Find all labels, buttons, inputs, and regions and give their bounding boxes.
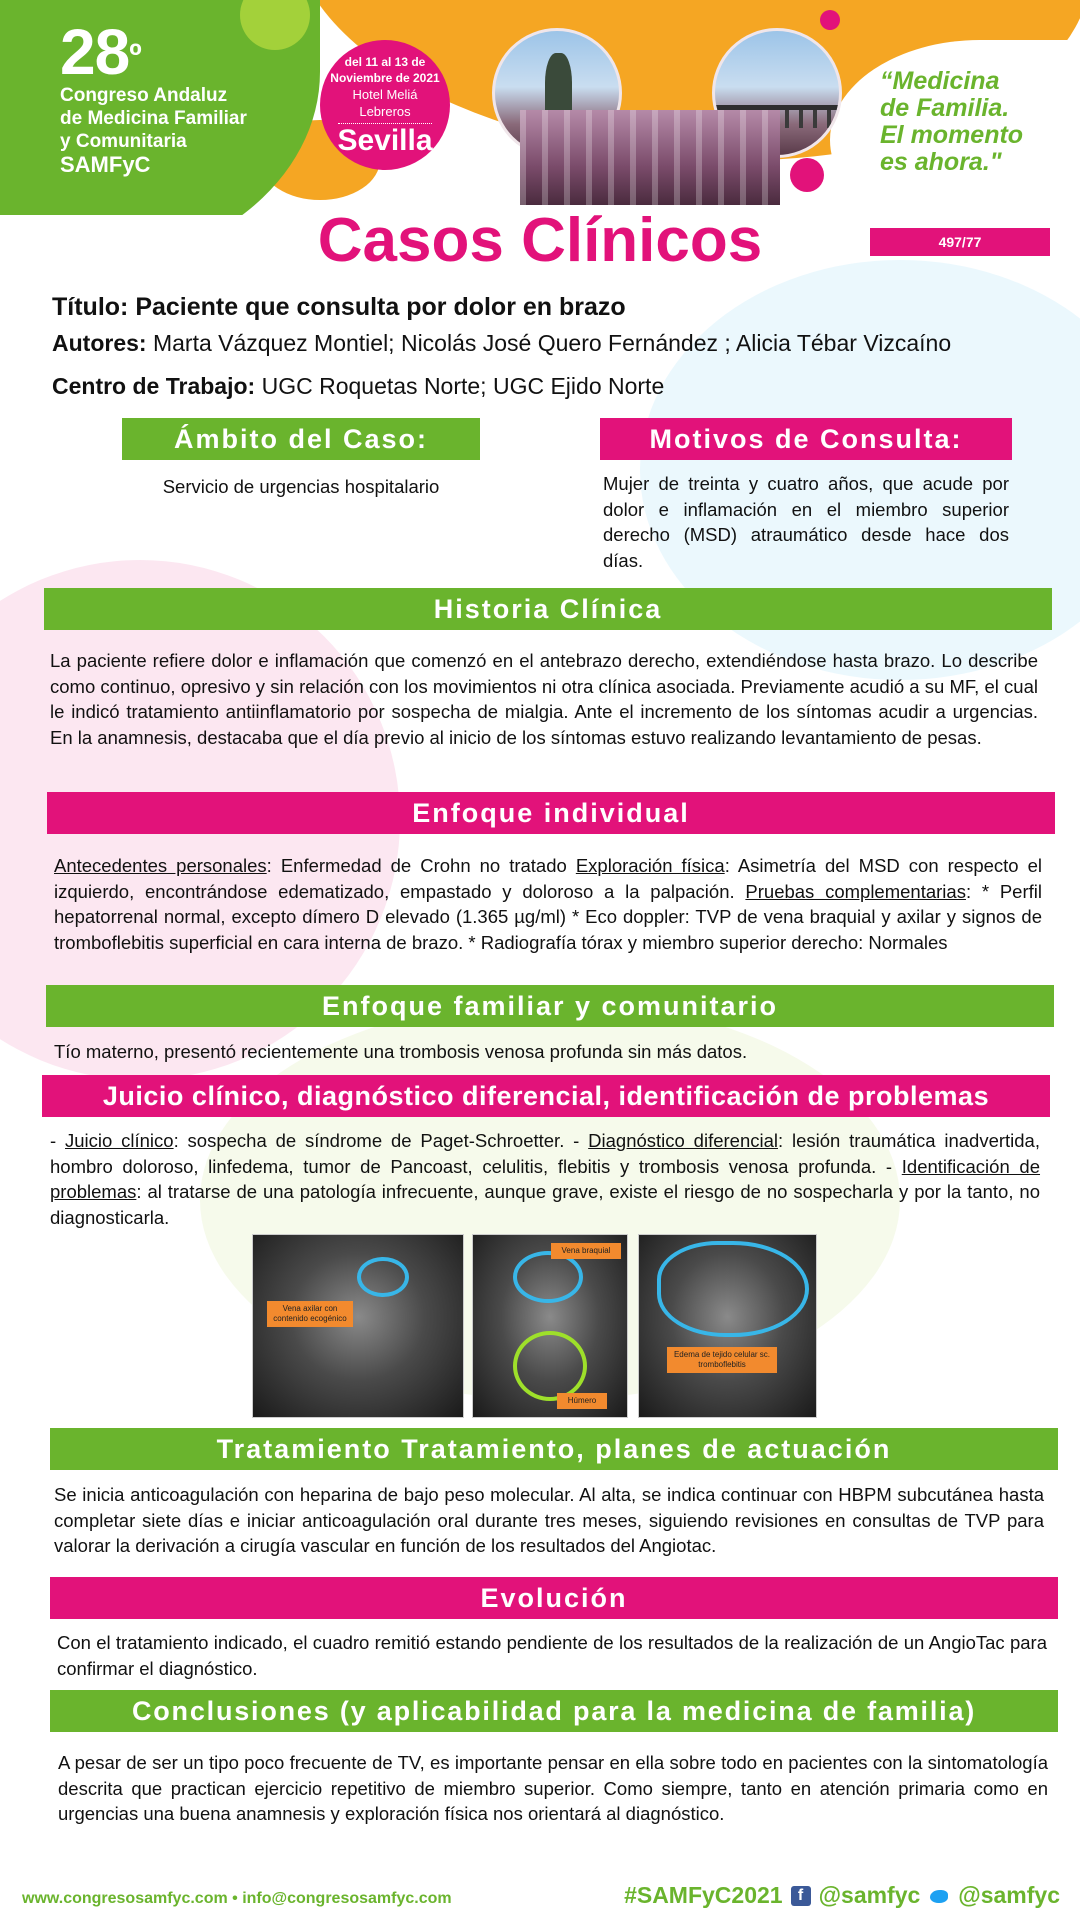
slogan-line: El momento [880, 121, 1024, 149]
ultrasound-edema [638, 1234, 817, 1418]
ultrasound-braquial [472, 1234, 628, 1418]
bone-outline [513, 1331, 587, 1401]
underlined-term: Juicio clínico [65, 1130, 174, 1151]
congress-header [0, 0, 1080, 215]
individual-heading: Enfoque individual [47, 792, 1055, 834]
text-span: : lesión traumática inadvertida, hombro doloroso, linfedema, tumor de Pancoast, celulitis, flebitis y trombosis venosa profunda. - [50, 1130, 1040, 1177]
pink-dot-decor-small [820, 10, 840, 30]
slogan-line: de Familia. [880, 94, 1010, 122]
authors-value: Marta Vázquez Montiel; Nicolás José Quero Fernández ; Alicia Tébar Vizcaíno [152, 330, 952, 356]
date-badge [320, 40, 450, 170]
text-span: - [50, 1130, 65, 1151]
tratamiento-heading: Tratamiento Tratamiento, planes de actuación [50, 1428, 1058, 1470]
footer-contact: www.congresosamfyc.com • info@congresosamfyc.com [22, 1890, 452, 1907]
evolucion-heading: Evolución [50, 1577, 1058, 1619]
evolucion-text: Con el tratamiento indicado, el cuadro remitió estando pendiente de los resultados de la realización de un AngioTac para confirmar el diagnóstico. [57, 1632, 1047, 1679]
footer-social [624, 1882, 1060, 1909]
ultrasound-axilar [252, 1234, 464, 1418]
juicio-heading: Juicio clínico, diagnóstico diferencial, identificación de problemas [42, 1075, 1050, 1117]
text-span: : al tratarse de una patología infrecuente, aunque grave, existe el riesgo de no sospecharla y por la tanto, no diagnosticarla. [50, 1181, 1040, 1228]
edema-outline [657, 1241, 809, 1337]
individual-text [54, 853, 1042, 955]
congress-line: SAMFyC [60, 152, 151, 177]
workplace-label: Centro de Trabajo: [52, 373, 256, 399]
reference-badge: 497/77 [870, 228, 1050, 256]
authors-label: Autores: [52, 330, 147, 356]
congress-line: y Comunitaria [60, 131, 187, 152]
congress-number: $28^º$ [60, 16, 141, 88]
slogan [880, 68, 1060, 176]
motivos-heading: Motivos de Consulta: [600, 418, 1012, 460]
historia-heading: Historia Clínica [44, 588, 1052, 630]
case-title [52, 293, 626, 322]
slogan-line: “Medicina [880, 67, 1000, 95]
facebook-handle: @samfyc [818, 1882, 921, 1908]
title-value: Paciente que consulta por dolor en brazo [135, 293, 626, 321]
familiar-heading: Enfoque familiar y comunitario [46, 985, 1054, 1027]
historia-text: La paciente refiere dolor e inflamación que comenzó en el antebrazo derecho, extendiéndose hasta brazo. Lo describe como continuo, opresivo y sin relación con los movimientos ni otra clínica asociada. Previamente acudió a su MF, el cual le indicó tratamiento antiinflamatorio por sospecha de mialgia. Ante el incremento de los síntomas acudir a urgencias. En la anamnesis, destacaba que el día previo al inicio de los síntomas estuvo realizando levantamiento de pesas. [50, 650, 1038, 748]
ambito-heading: Ámbito del Caso: [122, 418, 480, 460]
twitter-icon [928, 1886, 950, 1906]
title-label: Título: [52, 293, 129, 321]
authors [52, 330, 951, 357]
twitter-handle: @samfyc [958, 1882, 1060, 1908]
tratamiento-text: Se inicia anticoagulación con heparina de bajo peso molecular. Al alta, se indica continuar con HBPM subcutánea hasta completar siete días e iniciar anticoagulación oral durante tres meses, siguiendo revisiones en consultas de TVP para valorar la derivación a cirugía vascular en función de los resultados del Angiotac. [54, 1484, 1044, 1556]
ultrasound-images [252, 1234, 817, 1418]
congress-line: de Medicina Familiar [60, 108, 247, 129]
workplace-value: UGC Roquetas Norte; UGC Ejido Norte [261, 373, 665, 399]
text-span: : * Perfil hepatorrenal normal, excepto dímero D elevado (1.365 µg/ml) * Eco doppler: TVP de vena braquial y axilar y signos de tromboflebitis superficial en cara interna de brazo. * Radiografía tórax y miembro superior derecho: Normales [54, 880, 1042, 953]
sevilla-building-photo [520, 110, 780, 205]
venue: Hotel Meliá Lebreros [338, 86, 432, 124]
underlined-term: Pruebas complementarias [745, 880, 966, 902]
pink-dot-decor [790, 158, 824, 192]
congress-logo [60, 16, 247, 177]
date-line: del 11 al 13 de [344, 55, 426, 69]
underlined-term: Antecedentes personales [54, 855, 267, 876]
footer [0, 1880, 1080, 1920]
underlined-term: Diagnóstico diferencial [588, 1130, 778, 1151]
workplace [52, 373, 664, 400]
ultrasound-label: Vena axilar con contenido ecogénico [267, 1301, 353, 1327]
hashtag: #SAMFyC2021 [624, 1882, 783, 1908]
text-span: : sospecha de síndrome de Paget-Schroetter. - [173, 1130, 589, 1151]
slogan-line: es ahora." [880, 148, 1002, 176]
conclusiones-heading: Conclusiones (y aplicabilidad para la medicina de familia) [50, 1690, 1058, 1732]
congress-line: Congreso Andaluz [60, 85, 228, 106]
text-span: : Enfermedad de Crohn no tratado [266, 855, 576, 876]
vein-outline [357, 1257, 409, 1297]
text-span: : Asimetría del MSD con respecto el izquierdo, encontrándose edematizado, empastado y doloroso a la palpación. [54, 855, 1042, 902]
underlined-term: Exploración física [575, 855, 725, 876]
ultrasound-label: Húmero [557, 1393, 607, 1409]
poster-title: Casos Clínicos [317, 206, 763, 275]
ultrasound-label: Vena braquial [551, 1243, 621, 1259]
facebook-icon: f [791, 1886, 811, 1906]
conclusiones-text: A pesar de ser un tipo poco frecuente de TV, es importante pensar en ella sobre todo en pacientes con la sintomatología descrita que practican ejercicio repetitivo de miembro superior. Como siempre, tanto en atención primaria como en urgencias una buena anamnesis y exploración física nos orientará al diagnóstico. [58, 1752, 1048, 1824]
ambito-text: Servicio de urgencias hospitalario [162, 476, 440, 497]
familiar-text: Tío materno, presentó recientemente una trombosis venosa profunda sin más datos. [54, 1041, 748, 1062]
underlined-term: Identificación de problemas [50, 1155, 1041, 1202]
date-line: Noviembre de 2021 [330, 71, 440, 85]
motivos-text: Mujer de treinta y cuatro años, que acude por dolor e inflamación en el miembro superior derecho (MSD) atraumático desde hace dos días. [603, 473, 1009, 571]
ultrasound-label: Edema de tejido celular sc. tromboflebitis [667, 1347, 777, 1373]
juicio-text [50, 1128, 1040, 1230]
city: Sevilla [337, 124, 433, 157]
